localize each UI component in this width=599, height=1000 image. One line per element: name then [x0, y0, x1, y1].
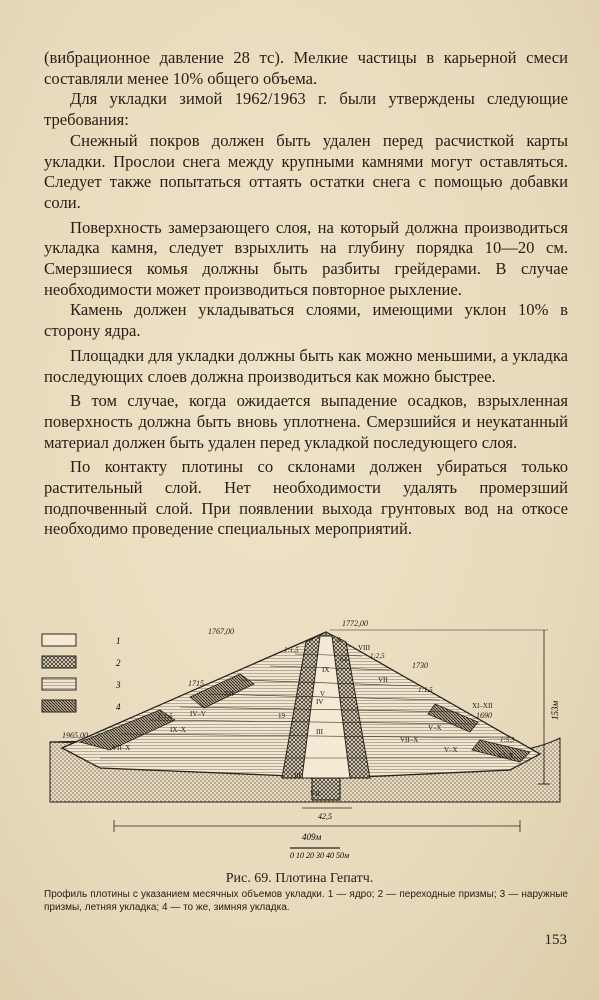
paragraph: (вибрационное давление 28 тс). Мелкие частицы в карьерной смеси составляли менее 10% общего объема. — [44, 48, 568, 88]
zone-label: IV — [316, 698, 324, 706]
zone-label: VII–X — [112, 744, 131, 752]
slope-label: 1:5,5 — [500, 736, 515, 744]
paragraph: Поверхность замерзающего слоя, на который должна производиться укладка камня, следует взрыхлить на глубину порядка 10—20 см. Смерзшиеся комья должны быть разбиты грейдерами. В случае необходимости может производиться повторное рыхление. — [44, 217, 568, 299]
legend-label: 1 — [116, 636, 121, 646]
paragraph: В том случае, когда ожидается выпадение осадков, взрыхленная поверхность должна быть вновь уплотнена. Смерзшийся и неукатанный материал должен быть удален перед укладкой последующего слоя. — [44, 391, 568, 452]
legend-label: 4 — [116, 702, 121, 712]
height-label: 153м — [550, 700, 560, 720]
zone-label: VIII — [358, 644, 371, 652]
zone-label: IV–V — [190, 710, 206, 718]
paragraph: Камень должен укладываться слоями, имеющими уклон 10% в сторону ядра. — [44, 300, 568, 341]
page-number: 153 — [544, 932, 567, 948]
legend-label: 3 — [116, 680, 121, 690]
base-width-label: 409м — [302, 832, 322, 842]
slope-label: 1:1,5 — [284, 646, 299, 654]
zone-label: VII — [310, 790, 320, 798]
slope-label: 1:1,5 — [418, 686, 433, 694]
zone-label: X — [336, 636, 342, 644]
caption-description-text: Профиль плотины с указанием месячных объемов укладки. 1 — ядро; 2 — переходные призмы; 3 — наружные призмы, летняя укладка; 4 — то же, зимняя укладка. — [44, 889, 568, 914]
zone-label: IX–X — [170, 726, 186, 734]
elevation-right-upper: 1730 — [412, 661, 428, 670]
slope-label: 1:1,5 — [158, 712, 173, 720]
body-text — [44, 48, 568, 540]
width-dimensions — [114, 808, 520, 842]
core-width-label: 42,5 — [318, 812, 332, 821]
elevation-left-mid: 1715 — [188, 679, 204, 688]
zone-label: 19 — [278, 712, 285, 720]
zone-label: V–X — [444, 746, 458, 754]
scale-bar — [290, 848, 349, 860]
paragraph: Снежный покров должен быть удален перед расчисткой карты укладки. Прослои снега между крупными камнями могут оставляться. Следует также попытаться оттаять остатки снега с помощью добавки соли. — [44, 130, 568, 212]
zone-label: V — [320, 690, 326, 698]
zone-label: VII–X — [400, 736, 419, 744]
zone-label: VI–X — [498, 752, 514, 760]
scale-label: 0 10 20 30 40 50м — [290, 851, 350, 860]
legend — [42, 634, 121, 712]
elevation-crest: 1772,00 — [342, 619, 368, 628]
elevation-left-upper: 1767,00 — [208, 627, 234, 636]
elevation-right-lower: 1690 — [476, 711, 492, 720]
zone-label: 64 — [340, 656, 347, 664]
dam-profile-figure — [40, 612, 575, 860]
slope-label: 1:2,5 — [370, 652, 385, 660]
elevation-base: 1965,00 — [62, 731, 88, 740]
zone-label: XI–XII — [472, 702, 493, 710]
paragraph: Площадки для укладки должны быть как можно меньшими, а укладка последующих слоев должна производиться как можно быстрее. — [44, 345, 568, 386]
figure-caption-description — [44, 888, 568, 914]
legend-label: 2 — [116, 658, 121, 668]
zone-label: III — [316, 728, 323, 736]
zone-label: III — [294, 772, 301, 780]
figure-caption-title: Рис. 69. Плотина Гепатч. — [225, 871, 374, 886]
paragraph: Для укладки зимой 1962/1963 г. были утверждены следующие требования: — [44, 89, 568, 130]
zone-label: XII — [224, 690, 234, 698]
zone-label: VII — [378, 676, 388, 684]
zone-label: IX — [322, 666, 330, 674]
zone-label: V–X — [428, 724, 442, 732]
paragraph: По контакту плотины со склонами должен убираться только растительный слой. Нет необходимости удалять промерзший подпочвенный слой. При появлении выхода грунтовых вод на откосе необходимо проведение специальных мероприятий. — [44, 457, 568, 539]
